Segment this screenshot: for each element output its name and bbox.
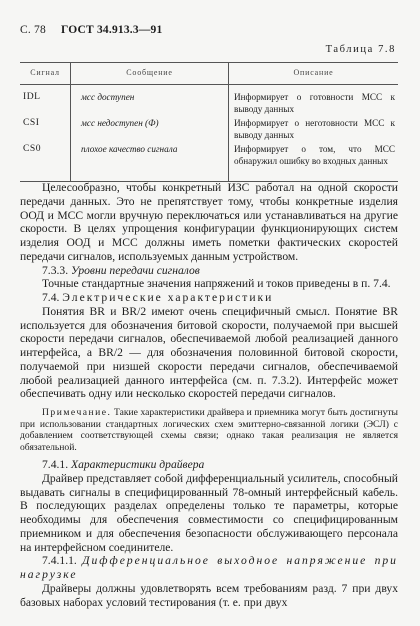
section-heading-7-4-1 (20, 458, 398, 472)
signals-table (20, 62, 398, 182)
column-header-message: Сообщение (71, 63, 229, 85)
standard-number: ГОСТ 34.913.3—91 (61, 24, 163, 36)
section-title: Характеристики драйвера (71, 458, 205, 471)
column-header-description: Описание (229, 63, 399, 85)
section-heading-7-3-3 (20, 264, 398, 278)
description-cell: Информирует о неготовности МСС к выводу данных (229, 117, 399, 143)
document-body (20, 181, 398, 609)
section-number: 7.4.1. (42, 458, 69, 471)
note-label: Примечание. (42, 407, 112, 418)
section-number: 7.3.3. (42, 263, 69, 277)
section-title: Электрические характеристики (62, 291, 274, 304)
page-number: С. 78 (20, 24, 46, 36)
table-row (20, 117, 398, 143)
column-header-signal: Сигнал (20, 63, 71, 85)
section-title: Уровни передачи сигналов (71, 263, 200, 277)
paragraph: Целесообразно, чтобы конкретный ИЗС работал на одной скорости передачи данных. Это не препятствует тому, чтобы конкретные изделия ООД и МСС могли вручную переключаться или устанавливаться на другие скорости. В целях упрощения конфигурации функционирующих систем изделия ООД и МСС должны иметь пометки фактических скоростей передачи сигналов, используемых данным устройством. (20, 181, 398, 263)
message-cell: плохое качество сигнала (71, 143, 229, 182)
note (20, 407, 398, 453)
section-heading-7-4-1-1 (20, 554, 398, 582)
section-title: Дифференциальное выходное напряжение при нагрузке (20, 554, 398, 581)
paragraph: Драйверы должны удовлетворять всем требованиям разд. 7 при двух базовых наборах условий тестирования (т. е. при двух (20, 581, 398, 609)
paragraph: Драйвер представляет собой дифференциальный усилитель, способный выдавать сигналы в специфицированный 78-омный интерфейсный кабель. В последующих разделах определены только те параметры, которые необходимы для обеспечения совместимости со специфицированным приемником и для обеспечения безопасности обслуживающего персонала на интерфейсном соединителе. (20, 471, 398, 554)
message-cell: мсс недоступен (Ф) (71, 117, 229, 143)
table-row (20, 85, 398, 118)
table-row (20, 143, 398, 182)
paragraph: Понятия BR и BR/2 имеют очень специфичный смысл. Понятие BR используется для обозначения битовой скорости, получаемой при высшей скорости передачи сигналов, обеспечиваемой любой реализацией данного интерфейса, а BR/2 — для обозначения половинной битовой скорости, получаемой при низшей скорости передачи сигналов, обеспечиваемой любой реализацией данного интерфейса (см. п. 7.3.2). Интерфейс может обеспечивать одну или несколько скоростей передачи сигналов. (20, 304, 398, 401)
note-text: Такие характеристики драйвера и приемника могут быть достигнуты при использовании стандартных логических схем эмиттерно-связанной логики (ЭСЛ) с добавлением соответствующей схемы связи; однако такая реализация не является обязательной. (20, 407, 398, 453)
message-cell: мсс доступен (71, 85, 229, 118)
section-number: 7.4. (42, 291, 60, 304)
description-cell: Информирует о том, что МСС обнаружил ошибку во входных данных (229, 143, 399, 182)
table-caption: Таблица 7.8 (325, 44, 396, 55)
signal-cell: CSI (23, 117, 40, 128)
description-cell: Информирует о готовности МСС к выводу данных (229, 85, 399, 118)
section-heading-7-4 (20, 291, 398, 305)
section-number: 7.4.1.1. (42, 554, 77, 568)
table-header-row (20, 63, 398, 85)
signal-cell: CS0 (20, 143, 71, 182)
signal-cell: IDL (23, 91, 41, 102)
paragraph: Точные стандартные значения напряжений и токов приведены в п. 7.4. (42, 277, 391, 291)
page-header (20, 24, 162, 36)
